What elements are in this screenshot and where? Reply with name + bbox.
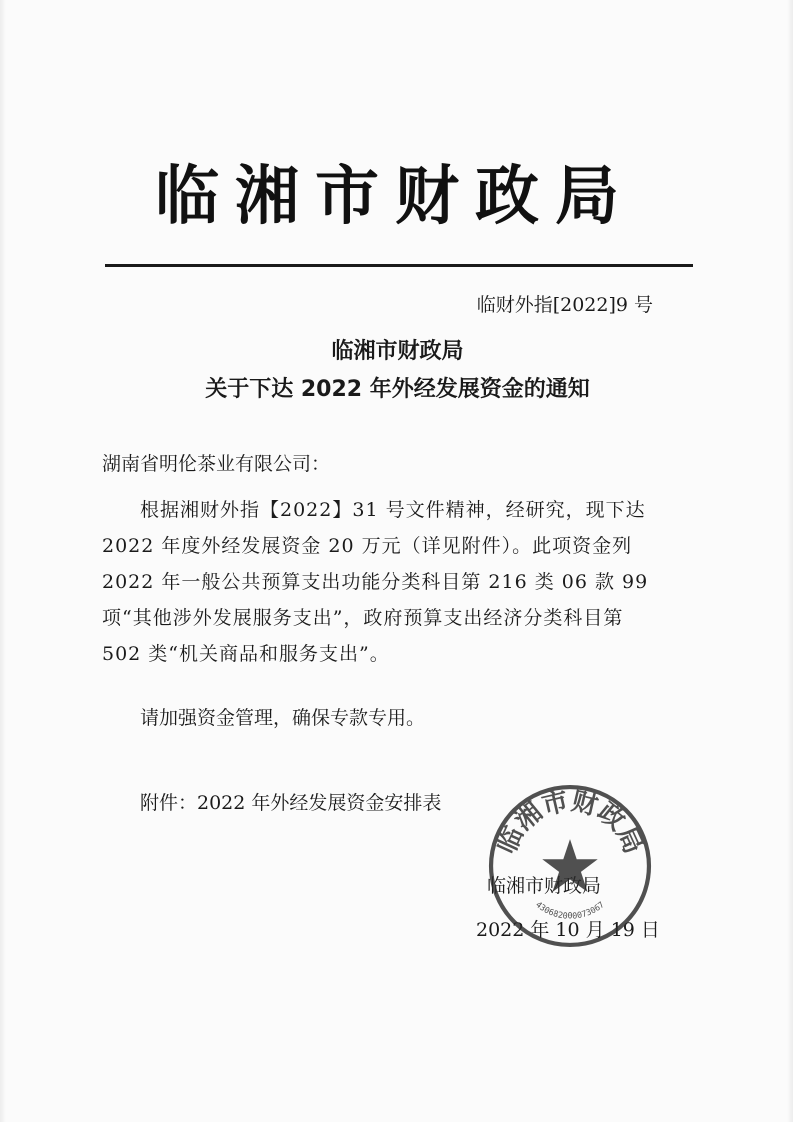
official-seal xyxy=(486,782,654,950)
document-title-line-1: 临湘市财政局 xyxy=(331,339,464,364)
signing-date: 2022 年 10 月 19 日 xyxy=(476,919,660,941)
page-edge-left xyxy=(0,0,6,1122)
body-paragraph-1: 根据湘财外指【2022】31 号文件精神，经研究，现下达 2022 年度外经发展资金 20 万元（详见附件）。此项资金列 2022 年一般公共预算支出功能分类科目第 216 类 06 款 99 项“其他涉外发展服务支出”，政府预算支出经济分类科目第 502 类“机关商品和服务支出”。 xyxy=(102,499,649,665)
body-paragraph-2: 请加强资金管理，确保专款专用。 xyxy=(140,707,426,729)
page-edge-right xyxy=(787,0,793,1122)
letterhead-title: 临湘市财政局 xyxy=(155,160,635,234)
document-title-line-2: 关于下达 2022 年外经发展资金的通知 xyxy=(205,377,590,402)
seal-code: 430682000073067 xyxy=(534,899,606,921)
seal-star-icon xyxy=(542,839,597,892)
signer-name: 临湘市财政局 xyxy=(487,875,602,897)
document-number: 临财外指[2022]9 号 xyxy=(476,294,653,316)
letterhead-divider xyxy=(105,264,693,267)
salutation: 湖南省明伦茶业有限公司： xyxy=(102,453,331,475)
attachment-note: 附件：2022 年外经发展资金安排表 xyxy=(140,792,442,814)
seal-text: 临湘市财政局 xyxy=(491,786,649,859)
